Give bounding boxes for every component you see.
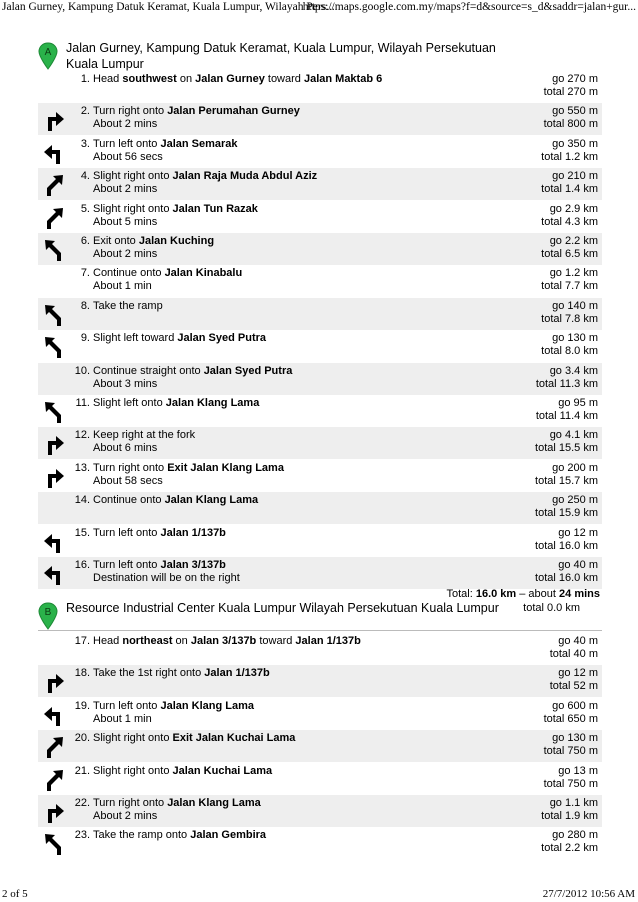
step-instruction: Turn left onto Jalan Klang Lama About 1 min	[93, 700, 493, 726]
step-number: 21.	[74, 765, 90, 777]
waypoint-a-name-line1: Jalan Gurney, Kampung Datuk Keramat, Kuala Lumpur, Wilayah Persekutuan	[66, 41, 496, 55]
step-number: 6.	[80, 235, 90, 247]
waypoint-a-name-line2: Kuala Lumpur	[66, 57, 144, 71]
step-number: 16.	[74, 559, 90, 571]
step-instruction: Keep right at the fork About 6 mins	[93, 429, 493, 455]
direction-step	[38, 557, 602, 589]
turn-left-icon	[40, 700, 68, 728]
direction-step	[38, 827, 602, 859]
step-instruction: Turn left onto Jalan 1/137b	[93, 527, 226, 539]
step-instruction: Slight right onto Jalan Kuchai Lama	[93, 765, 273, 777]
slight-left-icon	[40, 397, 68, 425]
step-number: 20.	[74, 732, 90, 744]
step-instruction: Turn right onto Jalan Perumahan Gurney About 2 mins	[93, 105, 493, 131]
slight-left-icon	[40, 829, 68, 857]
direction-step	[38, 233, 602, 265]
step-number: 10.	[74, 365, 90, 377]
step-duration: About 58 secs	[93, 475, 163, 487]
direction-step	[38, 363, 602, 395]
step-distance: go 40 m total 40 m	[549, 635, 598, 660]
direction-step	[38, 395, 602, 427]
direction-step	[38, 103, 602, 135]
direction-step	[38, 330, 602, 362]
step-distance: go 270 m total 270 m	[543, 73, 598, 98]
direction-step	[38, 698, 602, 730]
step-duration: About 56 secs	[93, 151, 163, 163]
step-distance: go 4.1 km total 15.5 km	[535, 429, 598, 454]
footer-page-number: 2 of 5	[2, 888, 28, 900]
step-instruction: Slight right onto Exit Jalan Kuchai Lama	[93, 732, 296, 744]
step-instruction: Slight right onto Jalan Raja Muda Abdul Aziz About 2 mins	[93, 170, 493, 196]
slight-right-icon	[40, 732, 68, 760]
step-number: 15.	[74, 527, 90, 539]
waypoint-b-total: total 0.0 km	[523, 602, 580, 614]
turn-left-icon	[40, 138, 68, 166]
step-distance: go 40 m total 16.0 km	[535, 559, 598, 584]
marker-a-letter: A	[44, 47, 52, 58]
print-footer	[0, 888, 638, 902]
step-number: 17.	[74, 635, 90, 647]
step-distance: go 3.4 km total 11.3 km	[535, 365, 598, 390]
direction-step	[38, 665, 602, 697]
step-instruction: Take the ramp onto Jalan Gembira	[93, 829, 267, 841]
step-duration: About 3 mins	[93, 378, 158, 390]
step-instruction: Take the 1st right onto Jalan 1/137b	[93, 667, 270, 679]
direction-step	[38, 168, 602, 200]
step-duration: About 1 min	[93, 713, 152, 725]
footer-datetime: 27/7/2012 10:56 AM	[542, 888, 635, 900]
step-instruction: Continue straight onto Jalan Syed Putra About 3 mins	[93, 365, 493, 391]
step-number: 14.	[74, 494, 90, 506]
direction-step	[38, 492, 602, 524]
step-duration: About 5 mins	[93, 216, 158, 228]
step-number: 11.	[75, 397, 90, 409]
leg-total-distance: 16.0 km	[475, 588, 517, 600]
step-distance: go 210 m total 1.4 km	[541, 170, 598, 195]
slight-right-icon	[40, 203, 68, 231]
step-duration: About 6 mins	[93, 442, 158, 454]
step-distance: go 1.1 km total 1.9 km	[541, 797, 598, 822]
leg-total-mid: – about	[516, 588, 560, 600]
direction-step	[38, 265, 602, 297]
step-distance: go 130 m total 750 m	[543, 732, 598, 757]
step-number: 3.	[80, 138, 90, 150]
marker-b-letter: B	[44, 607, 52, 618]
slight-left-icon	[40, 332, 68, 360]
turn-left-icon	[40, 527, 68, 555]
print-header	[0, 0, 638, 20]
step-number: 4.	[80, 170, 90, 182]
step-number: 22.	[74, 797, 90, 809]
slight-left-icon	[40, 300, 68, 328]
step-number: 23.	[74, 829, 90, 841]
waypoint-a-name	[66, 40, 496, 72]
waypoint-b	[38, 600, 602, 630]
step-duration: About 2 mins	[93, 118, 158, 130]
direction-step	[38, 525, 602, 557]
step-distance: go 95 m total 11.4 km	[535, 397, 598, 422]
direction-step	[38, 71, 602, 103]
leg-total-time: 24 mins	[559, 588, 600, 600]
step-duration: About 2 mins	[93, 183, 158, 195]
step-instruction: Slight left toward Jalan Syed Putra	[93, 332, 267, 344]
step-distance: go 350 m total 1.2 km	[541, 138, 598, 163]
step-number: 8.	[80, 300, 90, 312]
step-instruction: Turn right onto Jalan Klang Lama About 2 mins	[93, 797, 493, 823]
step-instruction: Head southwest on Jalan Gurney toward Jalan Maktab 6	[93, 73, 383, 85]
slight-right-icon	[40, 170, 68, 198]
step-distance: go 200 m total 15.7 km	[535, 462, 598, 487]
leg-total-prefix: Total:	[446, 588, 476, 600]
step-instruction: Slight left onto Jalan Klang Lama	[93, 397, 260, 409]
step-instruction: Slight right onto Jalan Tun Razak About 5 mins	[93, 203, 493, 229]
step-instruction: Continue onto Jalan Kinabalu About 1 min	[93, 267, 493, 293]
turn-right-icon	[40, 797, 68, 825]
direction-step	[38, 633, 602, 665]
step-instruction: Head northeast on Jalan 3/137b toward Jalan 1/137b	[93, 635, 361, 647]
turn-right-icon	[40, 462, 68, 490]
step-distance: go 12 m total 52 m	[549, 667, 598, 692]
step-number: 2.	[80, 105, 90, 117]
map-marker-b-icon	[38, 602, 58, 630]
step-number: 5.	[80, 203, 90, 215]
step-duration: About 1 min	[93, 280, 152, 292]
step-distance: go 2.9 km total 4.3 km	[541, 203, 598, 228]
turn-left-icon	[40, 559, 68, 587]
turn-right-icon	[40, 429, 68, 457]
step-distance: go 12 m total 16.0 km	[535, 527, 598, 552]
direction-step	[38, 730, 602, 762]
turn-right-icon	[40, 105, 68, 133]
slight-right-icon	[40, 765, 68, 793]
step-number: 18.	[74, 667, 90, 679]
header-page-title: Jalan Gurney, Kampung Datuk Keramat, Kuala Lumpur, Wilayah Pers...	[2, 1, 335, 13]
step-instruction: Turn left onto Jalan 3/137b Destination will be on the right	[93, 559, 493, 585]
direction-step	[38, 795, 602, 827]
waypoint-a	[38, 40, 602, 72]
waypoint-b-name: Resource Industrial Center Kuala Lumpur Wilayah Persekutuan Kuala Lumpur	[66, 601, 499, 615]
step-distance: go 250 m total 15.9 km	[535, 494, 598, 519]
direction-step	[38, 136, 602, 168]
step-instruction: Turn right onto Exit Jalan Klang Lama About 58 secs	[93, 462, 493, 488]
turn-right-icon	[40, 667, 68, 695]
step-number: 19.	[74, 700, 90, 712]
step-number: 1.	[80, 73, 90, 85]
step-distance: go 550 m total 800 m	[543, 105, 598, 130]
step-instruction: Exit onto Jalan Kuching About 2 mins	[93, 235, 493, 261]
step-distance: go 13 m total 750 m	[543, 765, 598, 790]
direction-step	[38, 201, 602, 233]
step-duration: Destination will be on the right	[93, 572, 240, 584]
step-distance: go 1.2 km total 7.7 km	[541, 267, 598, 292]
direction-step	[38, 427, 602, 459]
step-number: 9.	[80, 332, 90, 344]
direction-step	[38, 298, 602, 330]
step-instruction: Continue onto Jalan Klang Lama	[93, 494, 259, 506]
step-duration: About 2 mins	[93, 810, 158, 822]
step-number: 7.	[80, 267, 90, 279]
direction-step	[38, 763, 602, 795]
step-number: 12.	[74, 429, 90, 441]
step-distance: go 2.2 km total 6.5 km	[541, 235, 598, 260]
step-distance: go 280 m total 2.2 km	[541, 829, 598, 854]
slight-left-icon	[40, 235, 68, 263]
step-number: 13.	[74, 462, 90, 474]
step-duration: About 2 mins	[93, 248, 158, 260]
step-distance: go 140 m total 7.8 km	[541, 300, 598, 325]
step-distance: go 130 m total 8.0 km	[541, 332, 598, 357]
map-marker-a-icon	[38, 42, 58, 70]
leg-total	[446, 588, 600, 600]
header-url: https://maps.google.com.my/maps?f=d&source=s_d&saddr=jalan+gur...	[302, 1, 636, 13]
step-instruction: Take the ramp	[93, 300, 163, 312]
step-distance: go 600 m total 650 m	[543, 700, 598, 725]
step-instruction: Turn left onto Jalan Semarak About 56 secs	[93, 138, 493, 164]
direction-step	[38, 460, 602, 492]
waypoint-b-divider	[38, 630, 602, 631]
